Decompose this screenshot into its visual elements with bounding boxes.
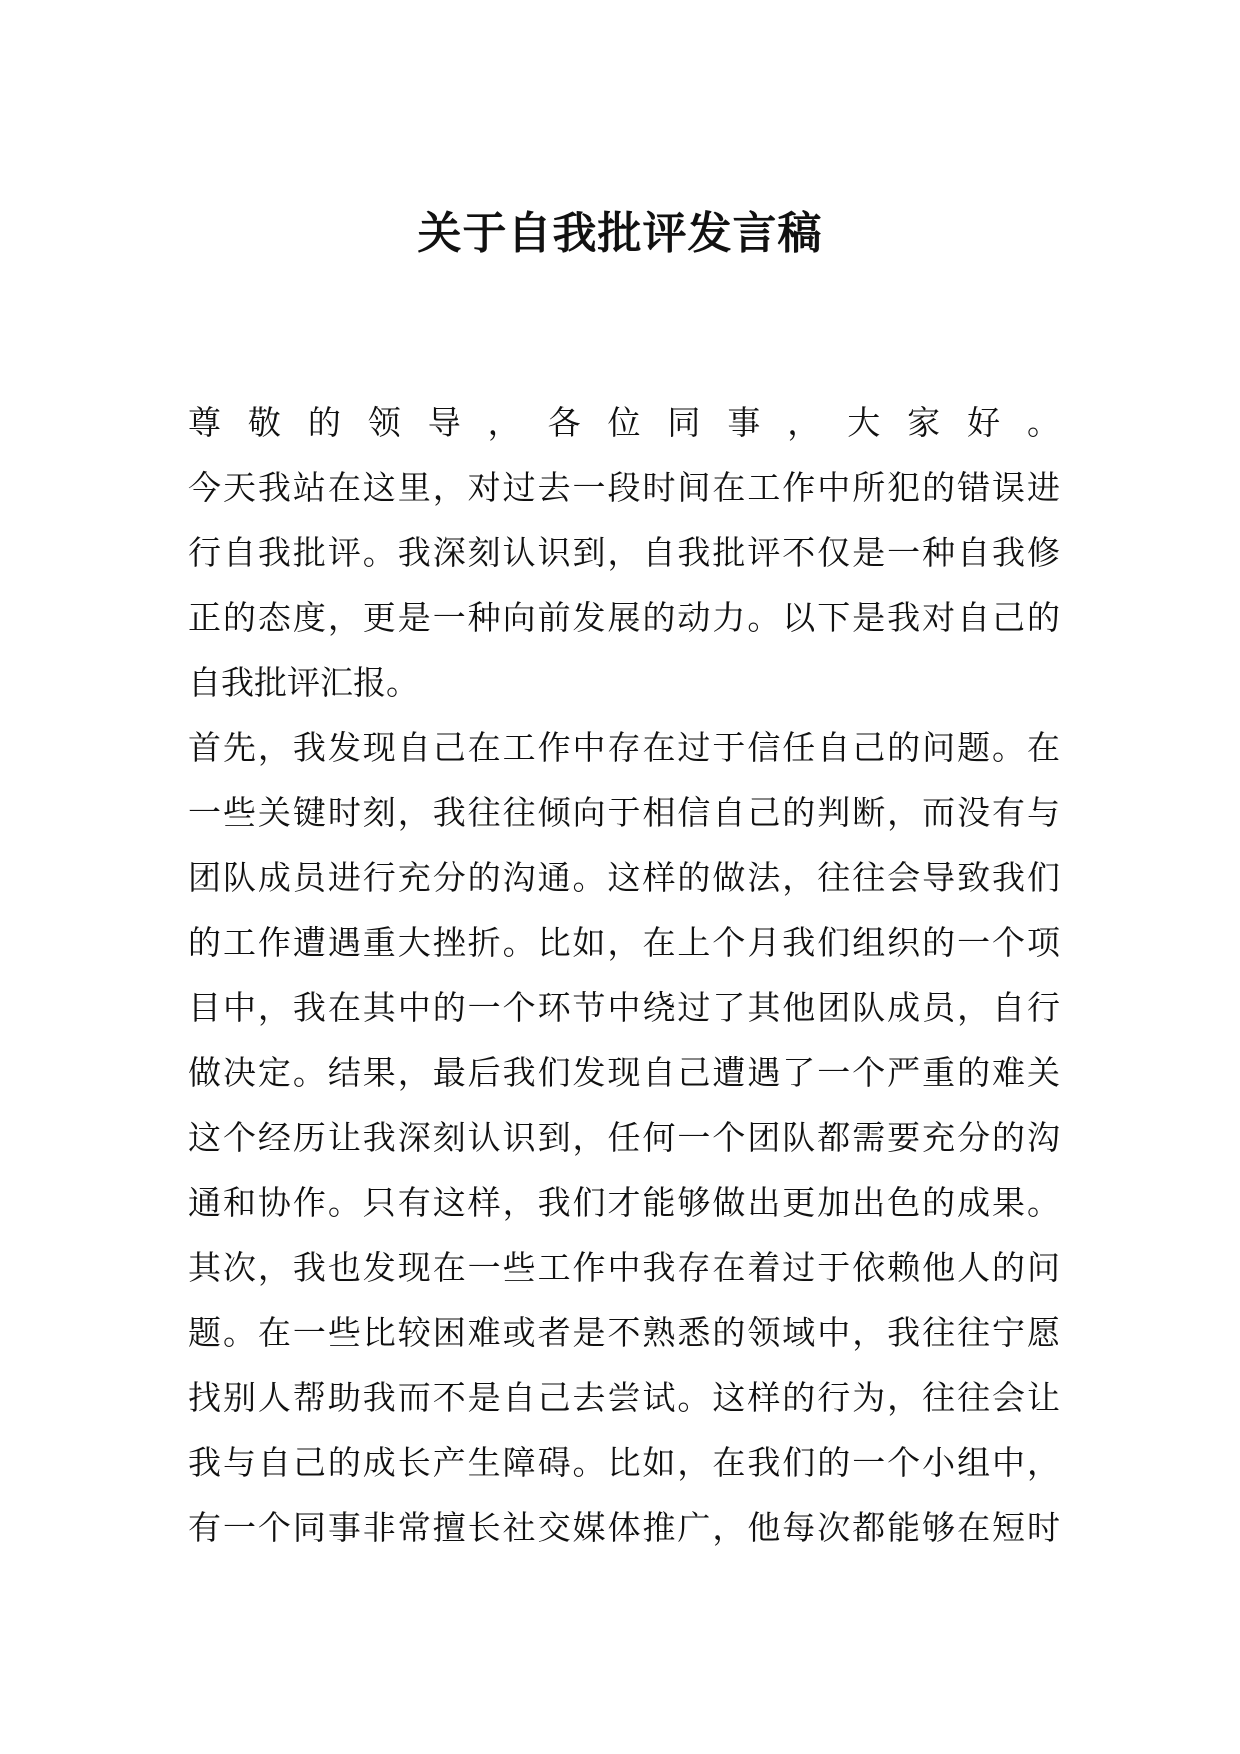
body-line: 做决定。结果，最后我们发现自己遭遇了一个严重的难关	[188, 1053, 1060, 1092]
document-title: 关于自我批评发言稿	[417, 208, 823, 259]
body-line: 今天我站在这里，对过去一段时间在工作中所犯的错误进	[188, 468, 1060, 507]
body-line: 通和协作。只有这样，我们才能够做出更加出色的成果。	[188, 1183, 1060, 1222]
body-line: 其次，我也发现在一些工作中我存在着过于依赖他人的问	[188, 1248, 1060, 1287]
body-line: 我与自己的成长产生障碍。比如，在我们的一个小组中，	[188, 1443, 1060, 1482]
body-line: 自我批评汇报。	[188, 663, 419, 702]
body-line: 有一个同事非常擅长社交媒体推广，他每次都能够在短时	[188, 1508, 1060, 1547]
body-line: 一些关键时刻，我往往倾向于相信自己的判断，而没有与	[188, 793, 1060, 832]
body-line: 目中，我在其中的一个环节中绕过了其他团队成员，自行	[188, 988, 1060, 1027]
document-body	[188, 390, 1060, 1560]
body-line: 题。在一些比较困难或者是不熟悉的领域中，我往往宁愿	[188, 1313, 1060, 1352]
body-line: 正的态度，更是一种向前发展的动力。以下是我对自己的	[188, 598, 1060, 637]
body-line: 的工作遭遇重大挫折。比如，在上个月我们组织的一个项	[188, 923, 1060, 962]
body-line: 首先，我发现自己在工作中存在过于信任自己的问题。在	[188, 728, 1060, 767]
body-line: 找别人帮助我而不是自己去尝试。这样的行为，往往会让	[188, 1378, 1060, 1417]
body-line: 团队成员进行充分的沟通。这样的做法，往往会导致我们	[188, 858, 1060, 897]
body-line: 尊敬的领导，各位同事，大家好。	[188, 403, 1060, 442]
body-line: 行自我批评。我深刻认识到，自我批评不仅是一种自我修	[188, 533, 1060, 572]
body-line: 这个经历让我深刻认识到，任何一个团队都需要充分的沟	[188, 1118, 1060, 1157]
